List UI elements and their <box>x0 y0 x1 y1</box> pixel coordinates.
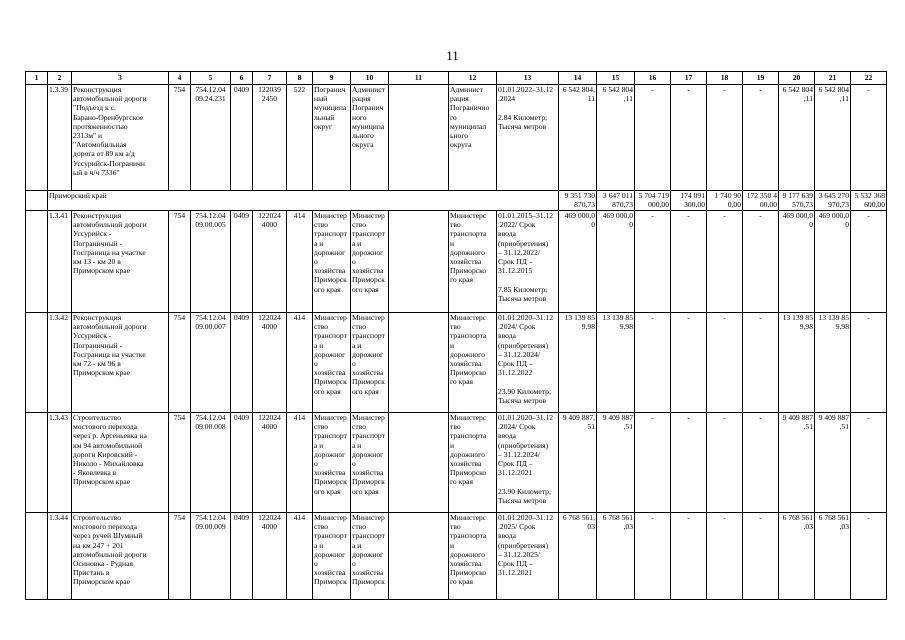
cell-col-10 <box>351 313 389 413</box>
cell-col-19 <box>743 85 779 191</box>
column-header-11: 11 <box>389 72 449 85</box>
cell-col-4-text: 754 <box>173 211 186 220</box>
cell-col-13 <box>497 313 559 413</box>
cell-col-17 <box>671 85 707 191</box>
cell-col-3 <box>72 313 169 413</box>
table-body <box>26 72 887 600</box>
cell-col-18-text: - <box>723 413 726 422</box>
table-row <box>26 85 887 191</box>
cell-col-21-text: 6 768 561 ,03 <box>818 513 849 532</box>
cell-col-19 <box>743 191 779 211</box>
cell-col-3-text: Строительство мостового перехода через р. Арсеньевка на км 94 автомобильной дороги Кировский - Николо - Михайловка - Яковлевка в Приморском крае <box>73 413 147 487</box>
cell-col-12 <box>449 513 497 600</box>
column-header-3: 3 <box>72 72 169 85</box>
cell-col-5 <box>191 413 231 513</box>
cell-col-16 <box>635 191 671 211</box>
cell-col-17 <box>671 211 707 313</box>
cell-col-16 <box>635 413 671 513</box>
cell-col-8-text: 414 <box>293 413 306 422</box>
cell-col-1 <box>26 313 48 413</box>
cell-col-1 <box>26 211 48 313</box>
cell-col-2 <box>48 211 72 313</box>
cell-col-13 <box>497 413 559 513</box>
cell-col-22 <box>851 313 887 413</box>
cell-col-12 <box>449 85 497 191</box>
cell-col-16-text: - <box>651 413 654 422</box>
cell-col-15-text: 6 542 804 ,11 <box>602 85 633 104</box>
cell-col-15 <box>597 513 635 600</box>
cell-col-20 <box>779 85 815 191</box>
registry-table <box>25 71 887 600</box>
column-header-22: 22 <box>851 72 887 85</box>
cell-col-15-text: 469 000,0 0 <box>602 211 633 230</box>
cell-col-1 <box>26 413 48 513</box>
cell-col-13-text: 01.01.2020–31.12 .2024/ Срок ввода (приобретения) – 31.12.2024/ Срок ПД – 31.12.2022 23.90 Километр; Тысяча метров <box>498 313 554 405</box>
column-header-1: 1 <box>26 72 48 85</box>
cell-col-9 <box>313 85 351 191</box>
column-header-20: 20 <box>779 72 815 85</box>
cell-col-19-text: - <box>759 211 762 220</box>
cell-col-8 <box>287 313 313 413</box>
cell-col-17-text: 174 091 300,00 <box>680 191 705 210</box>
cell-col-7-text: 122024 4000 <box>258 313 281 332</box>
summary-row <box>26 191 887 211</box>
column-header-16: 16 <box>635 72 671 85</box>
cell-col-6 <box>231 313 253 413</box>
cell-col-9 <box>313 413 351 513</box>
cell-col-6-text: 0409 <box>233 413 250 422</box>
cell-col-14-text: 469 000,0 0 <box>564 211 595 230</box>
cell-col-14 <box>559 413 597 513</box>
cell-col-8 <box>287 513 313 600</box>
cell-col-4-text: 754 <box>173 85 186 94</box>
cell-col-20-text: 6 542 804 ,11 <box>782 85 813 104</box>
cell-col-17-text: - <box>687 413 690 422</box>
cell-col-18-text: - <box>723 211 726 220</box>
column-header-4: 4 <box>169 72 191 85</box>
cell-col-22-text: - <box>867 211 870 220</box>
cell-col-5-text: 754.12.04 09.00.009 <box>195 513 226 532</box>
cell-col-4 <box>169 413 191 513</box>
cell-col-20-text: 9 177 639 570,73 <box>782 191 813 210</box>
column-header-14: 14 <box>559 72 597 85</box>
cell-col-18 <box>707 313 743 413</box>
cell-col-7-text: 122024 4000 <box>258 513 281 532</box>
cell-col-8 <box>287 211 313 313</box>
cell-col-19-text: - <box>759 513 762 522</box>
cell-col-15-text: 9 409 887 ,51 <box>602 413 633 432</box>
cell-col-9 <box>313 211 351 313</box>
cell-col-17 <box>671 191 707 211</box>
cell-col-7 <box>253 413 287 513</box>
cell-col-20-text: 6 768 561 ,03 <box>782 513 813 532</box>
cell-col-19 <box>743 413 779 513</box>
cell-col-9-text: Министер ство транспорт а и дорожног о хозяйства Приморск <box>314 513 347 587</box>
cell-col-15 <box>597 191 635 211</box>
cell-col-16 <box>635 513 671 600</box>
cell-col-11 <box>389 413 449 513</box>
cell-col-16 <box>635 85 671 191</box>
cell-col-20-text: 9 409 887 ,51 <box>782 413 813 432</box>
cell-col-4-text: 754 <box>173 313 186 322</box>
column-header-12: 12 <box>449 72 497 85</box>
cell-col-21-text: 9 409 887 ,51 <box>818 413 849 432</box>
cell-col-19-text: - <box>759 85 762 94</box>
cell-col-5 <box>191 85 231 191</box>
cell-col-7-text: 122024 4000 <box>258 211 281 230</box>
cell-col-2 <box>48 85 72 191</box>
cell-col-21 <box>815 313 851 413</box>
cell-col-19-text: 172 350 4 00,00 <box>746 191 777 210</box>
cell-col-4-text: 754 <box>173 513 186 522</box>
cell-col-10-text: Админист рация Погранич ного муниципа льного округа <box>352 85 386 150</box>
cell-col-22 <box>851 211 887 313</box>
cell-col-22-text: 5 532 368 600,00 <box>854 191 885 210</box>
cell-col-8 <box>287 413 313 513</box>
cell-col-14-text: 6 542 804, 11 <box>562 85 595 104</box>
cell-col-21 <box>815 513 851 600</box>
cell-col-7 <box>253 313 287 413</box>
cell-col-18 <box>707 191 743 211</box>
cell-col-11 <box>389 211 449 313</box>
column-header-7: 7 <box>253 72 287 85</box>
cell-col-17-text: - <box>687 313 690 322</box>
cell-col-22 <box>851 191 887 211</box>
cell-col-22-text: - <box>867 313 870 322</box>
cell-col-10 <box>351 513 389 600</box>
cell-col-13-text: 01.01.2022–31.12 .2024 2.84 Километр; Тысяча метров <box>498 85 554 131</box>
cell-col-6 <box>231 85 253 191</box>
cell-col-11 <box>389 313 449 413</box>
cell-col-16 <box>635 313 671 413</box>
column-header-5: 5 <box>191 72 231 85</box>
cell-col-3 <box>72 85 169 191</box>
cell-col-19 <box>743 513 779 600</box>
cell-col-17-text: - <box>687 85 690 94</box>
cell-col-9 <box>313 513 351 600</box>
table-row <box>26 413 887 513</box>
cell-col-6 <box>231 413 253 513</box>
table-row <box>26 211 887 313</box>
cell-col-16-text: - <box>651 211 654 220</box>
cell-col-9-text: Министер ство транспорт а и дорожног о хозяйства Приморск ого края <box>314 211 347 294</box>
cell-col-10-text: Министер ство транспорт а и дорожног о хозяйства Приморск ого края <box>352 313 385 396</box>
column-header-15: 15 <box>597 72 635 85</box>
cell-col-21 <box>815 211 851 313</box>
cell-col-21-text: 13 139 85 9,98 <box>818 313 849 332</box>
cell-col-3-text: Строительство мостового перехода через ручей Шумный на км 247 + 201 автомобильной дороги Осиновка - Рудная Пристань в Приморском крае <box>73 513 147 587</box>
cell-col-17-text: - <box>687 513 690 522</box>
cell-col-7 <box>253 85 287 191</box>
cell-col-22 <box>851 513 887 600</box>
cell-col-14 <box>559 211 597 313</box>
cell-col-1 <box>26 513 48 600</box>
cell-col-15 <box>597 85 635 191</box>
cell-col-21 <box>815 413 851 513</box>
cell-col-10 <box>351 85 389 191</box>
cell-col-10-text: Министер ство транспорт а и дорожног о хозяйства Приморск ого края <box>352 413 385 496</box>
cell-col-17-text: - <box>687 211 690 220</box>
cell-col-9 <box>313 313 351 413</box>
cell-col-12-text: Министерс тво транспорта и дорожного хозяйства Приморско го края <box>450 211 487 285</box>
cell-col-14 <box>559 513 597 600</box>
cell-col-22-text: - <box>867 413 870 422</box>
cell-col-18 <box>707 513 743 600</box>
cell-col-2 <box>48 513 72 600</box>
cell-col-2 <box>48 413 72 513</box>
cell-col-18-text: - <box>723 85 726 94</box>
cell-col-3-text: Реконструкция автомобильной дороги Уссурийск - Пограничный - Госграница на участке км 72 - км 96 в Приморском крае <box>73 313 147 378</box>
cell-col-2 <box>48 313 72 413</box>
cell-col-3-text: Реконструкция автомобильной дороги "Подъезд к с. Барано-Оренбургское протяженностью 2313м" и "Автомобильная дорога от 89 км а/д Уссурийск-Пограничн ый в ч/ч 7336" <box>73 85 147 177</box>
cell-col-8-text: 522 <box>293 85 306 94</box>
cell-col-8 <box>287 85 313 191</box>
table-row <box>26 313 887 413</box>
cell-col-15 <box>597 413 635 513</box>
cell-col-22-text: - <box>867 85 870 94</box>
cell-col-2-text: 1.3.44 <box>49 513 68 522</box>
cell-col-14-text: 9 351 730 870,73 <box>564 191 595 210</box>
cell-col-12 <box>449 211 497 313</box>
cell-col-21 <box>815 85 851 191</box>
cell-col-16 <box>635 211 671 313</box>
cell-col-5-text: 754.12.04 09.00.005 <box>195 211 226 230</box>
cell-col-20 <box>779 413 815 513</box>
cell-col-6 <box>231 513 253 600</box>
cell-col-19 <box>743 211 779 313</box>
cell-col-21-text: 469 000,0 0 <box>818 211 849 230</box>
cell-col-1 <box>26 85 48 191</box>
header-row <box>26 72 887 85</box>
cell-col-15-text: 6 768 561 ,03 <box>602 513 633 532</box>
cell-col-6-text: 0409 <box>233 313 250 322</box>
cell-col-19-text: - <box>759 413 762 422</box>
cell-col-12-text: Админист рация Погранично го муниципал ьного округа <box>450 85 490 150</box>
column-header-6: 6 <box>231 72 253 85</box>
cell-col-16-text: - <box>651 513 654 522</box>
column-header-9: 9 <box>313 72 351 85</box>
column-header-18: 18 <box>707 72 743 85</box>
cell-col-5-text: 754.12.04 09.24.231 <box>195 85 226 104</box>
cell-col-14-text: 6 768 561, 03 <box>562 513 595 532</box>
cell-col-21-text: 6 542 804 ,11 <box>818 85 849 104</box>
cell-col-12 <box>449 313 497 413</box>
cell-col-10-text: Министер ство транспорт а и дорожног о хозяйства Приморск <box>352 513 385 587</box>
cell-col-12 <box>449 413 497 513</box>
cell-col-11 <box>389 513 449 600</box>
cell-col-21-text: 3 645 270 970,73 <box>818 191 849 210</box>
cell-col-13-text: 01.01.2020–31.12 .2025/ Срок ввода (приобретения) – 31.12.2025/ Срок ПД – 31.12.2021 <box>498 513 554 578</box>
cell-col-6-text: 0409 <box>233 85 250 94</box>
cell-col-18 <box>707 85 743 191</box>
cell-col-2-text: 1.3.39 <box>49 85 68 94</box>
cell-col-20 <box>779 313 815 413</box>
cell-col-12-text: Министерс тво транспорта и дорожного хозяйства Приморско го края <box>450 513 487 587</box>
cell-col-3 <box>72 211 169 313</box>
cell-col-16-text: - <box>651 313 654 322</box>
cell-col-19-text: - <box>759 313 762 322</box>
cell-col-9-text: Министер ство транспорт а и дорожног о хозяйства Приморск ого края <box>314 413 347 496</box>
cell-col-18-text: - <box>723 513 726 522</box>
cell-col-13 <box>497 85 559 191</box>
cell-col-12-text: Министерс тво транспорта и дорожного хозяйства Приморско го края <box>450 413 487 487</box>
cell-col-8-text: 414 <box>293 313 306 322</box>
cell-col-5 <box>191 211 231 313</box>
cell-col-4 <box>169 211 191 313</box>
cell-col-5 <box>191 313 231 413</box>
cell-col-10 <box>351 413 389 513</box>
column-header-17: 17 <box>671 72 707 85</box>
cell-col-8-text: 414 <box>293 211 306 220</box>
cell-col-18-text: 1 740 90 0,00 <box>714 191 741 210</box>
summary-label-text: Приморский край <box>49 191 107 200</box>
cell-col-6-text: 0409 <box>233 513 250 522</box>
cell-col-9-text: Министер ство транспорт а и дорожног о хозяйства Приморск ого края <box>314 313 347 396</box>
cell-col-10 <box>351 211 389 313</box>
cell-col-17 <box>671 313 707 413</box>
cell-col-8-text: 414 <box>293 513 306 522</box>
cell-col-20 <box>779 513 815 600</box>
cell-col-14 <box>559 85 597 191</box>
column-header-8: 8 <box>287 72 313 85</box>
cell-col-7-text: 122024 4000 <box>258 413 281 432</box>
cell-col-6 <box>231 211 253 313</box>
cell-col-14-text: 13 139 85 9,98 <box>564 313 595 332</box>
cell-col-22 <box>851 413 887 513</box>
summary-label <box>48 191 559 211</box>
cell-col-7 <box>253 513 287 600</box>
cell-col-14 <box>559 191 597 211</box>
cell-col-2-text: 1.3.41 <box>49 211 68 220</box>
cell-col-20 <box>779 211 815 313</box>
cell-col-17 <box>671 413 707 513</box>
cell-col-11 <box>389 85 449 191</box>
cell-col-22 <box>851 85 887 191</box>
cell-col-17 <box>671 513 707 600</box>
cell-col-16-text: - <box>651 85 654 94</box>
cell-col-19 <box>743 313 779 413</box>
column-header-2: 2 <box>48 72 72 85</box>
cell-empty <box>26 191 48 211</box>
cell-col-18-text: - <box>723 313 726 322</box>
cell-col-13 <box>497 513 559 600</box>
cell-col-14-text: 9 409 887, 51 <box>562 413 595 432</box>
cell-col-3-text: Реконструкция автомобильной дороги Уссурийск - Пограничный - Госграница на участке км 13 - км 20 в Приморском крае <box>73 211 147 276</box>
cell-col-15-text: 13 139 85 9,98 <box>602 313 633 332</box>
cell-col-6-text: 0409 <box>233 211 250 220</box>
page-number: 11 <box>446 48 459 63</box>
cell-col-4 <box>169 513 191 600</box>
cell-col-4 <box>169 85 191 191</box>
cell-col-21 <box>815 191 851 211</box>
cell-col-7 <box>253 211 287 313</box>
cell-col-2-text: 1.3.43 <box>49 413 68 422</box>
cell-col-13-text: 01.01.2020–31.12 .2024/ Срок ввода (приобретения) – 31.12.2024/ Срок ПД – 31.12.2021 23.90 Километр; Тысяча метров <box>498 413 554 505</box>
cell-col-22-text: - <box>867 513 870 522</box>
table-row <box>26 513 887 600</box>
cell-col-10-text: Министер ство транспорт а и дорожног о хозяйства Приморск ого края <box>352 211 385 294</box>
column-header-13: 13 <box>497 72 559 85</box>
cell-col-20-text: 469 000,0 0 <box>782 211 813 230</box>
column-header-19: 19 <box>743 72 779 85</box>
cell-col-5-text: 754.12.04 09.00.007 <box>195 313 226 332</box>
cell-col-3 <box>72 513 169 600</box>
cell-col-12-text: Министерс тво транспорта и дорожного хозяйства Приморско го края <box>450 313 487 387</box>
cell-col-4-text: 754 <box>173 413 186 422</box>
cell-col-18 <box>707 211 743 313</box>
column-header-21: 21 <box>815 72 851 85</box>
cell-col-20 <box>779 191 815 211</box>
cell-col-18 <box>707 413 743 513</box>
cell-col-15 <box>597 313 635 413</box>
cell-col-13 <box>497 211 559 313</box>
cell-col-9-text: Погранич ный муниципа льный округ <box>314 85 347 131</box>
cell-col-16-text: 5 704 719 000,00 <box>638 191 669 210</box>
cell-col-5-text: 754.12.04 09.00.008 <box>195 413 226 432</box>
cell-col-3 <box>72 413 169 513</box>
cell-col-7-text: 122039 2450 <box>258 85 281 104</box>
cell-col-2-text: 1.3.42 <box>49 313 68 322</box>
cell-col-15-text: 3 647 011 870,73 <box>602 191 633 210</box>
cell-col-14 <box>559 313 597 413</box>
cell-col-5 <box>191 513 231 600</box>
cell-col-15 <box>597 211 635 313</box>
cell-col-20-text: 13 139 85 9,98 <box>782 313 813 332</box>
cell-col-13-text: 01.01.2015–31.12 .2022/ Срок ввода (приобретения) – 31.12.2022/ Срок ПД – 31.12.2015 7.85 Километр; Тысяча метров <box>498 211 554 303</box>
column-header-10: 10 <box>351 72 389 85</box>
cell-col-4 <box>169 313 191 413</box>
